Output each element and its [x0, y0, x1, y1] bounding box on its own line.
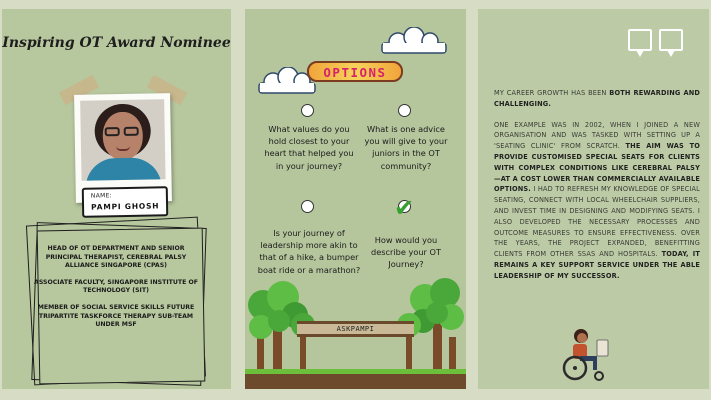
speech-bubble-icon: [628, 29, 652, 51]
role-item: HEAD OF OT DEPARTMENT AND SENIOR PRINCIPAL THERAPIST, CEREBRAL PALSY ALLIANCE SINGAPORE (CPAS): [45, 245, 187, 270]
tree-icon: [289, 309, 317, 375]
roles-list: [32, 245, 200, 338]
options-banner: [307, 61, 403, 82]
story-text-bold: TODAY, IT REMAINS A KEY SUPPORT SERVICE UNDER THE ABLE LEADERSHIP OF MY SUCCESSOR.: [494, 250, 700, 280]
option-radio-3[interactable]: [301, 200, 314, 213]
name-tag: [82, 186, 169, 217]
cloud-icon: [378, 27, 450, 57]
askpampi-sign: [297, 321, 414, 337]
award-title: Inspiring OT Award Nominee: [2, 35, 231, 51]
profile-panel: [2, 9, 231, 389]
checkmark-icon: ✔: [394, 194, 415, 222]
role-item: ASSOCIATE FACULTY, SINGAPORE INSTITUTE OF TECHNOLOGY (SIT): [34, 278, 198, 295]
nominee-name: PAMPI GHOSH: [91, 201, 160, 212]
sign-text: ASKPAMPI: [336, 325, 375, 333]
role-item: MEMBER OF SOCIAL SERVICE SKILLS FUTURE TRIPARTITE TASKFORCE THERAPY SUB-TEAM UNDER MSF: [37, 303, 195, 329]
story-text-bold: BOTH REWARDING AND CHALLENGING.: [494, 89, 700, 108]
ground: [245, 369, 466, 389]
story-paragraph-1: [494, 88, 700, 110]
options-panel: [245, 9, 466, 389]
story-text-run: ONE EXAMPLE WAS IN 2002, WHEN I JOINED A NEW ORGANISATION AND WAS TASKED WITH SETTING UP A 'SEATING CLINIC' FROM SCRATCH.: [494, 120, 700, 151]
tree-icon: [395, 309, 423, 375]
option-text-1[interactable]: What values do you hold closest to your heart that helped you in your journey?: [264, 124, 354, 171]
story-text-run: I HAD TO REFRESH MY KNOWLEDGE OF SPECIAL SEATING, CONNECT WITH LOCAL WHEELCHAIR SUPPLIERS, AND INVEST TIME IN DESIGNING AND MODIFYING SEATS. I ALSO DEVELOPED THE NECESSARY PROCESSES AND OUTCOME MEASURES TO ENSURE EFFECTIVENESS. OVER THE YEARS, THE PROJECT EXPANDED, BENEFITTING CLIENTS FROM OTHER SSAS AND HOSPITALS.: [494, 185, 700, 259]
profile-photo: [80, 99, 165, 180]
option-radio-1[interactable]: [301, 104, 314, 117]
name-label: NAME:: [90, 192, 113, 200]
story-panel: [478, 9, 709, 389]
story-text-run: MY CAREER GROWTH HAS BEEN: [494, 89, 610, 97]
options-title: OPTIONS: [323, 65, 387, 80]
option-text-4[interactable]: How would you describe your OT Journey?: [371, 235, 441, 270]
story-paragraph-2: [494, 120, 700, 282]
story-text-bold: THE AIM WAS TO PROVIDE CUSTOMISED SPECIAL SEATS FOR CLIENTS WITH COMPLEX CONDITIONS LIKE CEREBRAL PALSY —AT A COST LOWER THAN COMMERCIALLY AVAILABLE OPTIONS.: [494, 142, 701, 194]
story-text: [494, 88, 700, 292]
option-text-2[interactable]: What is one advice you will give to your juniors in the OT community?: [364, 124, 448, 171]
option-radio-2[interactable]: [398, 104, 411, 117]
wheelchair-user-icon: [557, 326, 611, 382]
option-text-3[interactable]: Is your journey of leadership more akin to that of a hike, a bumper boat ride or a marathon?: [257, 228, 361, 275]
speech-bubble-icon: [659, 29, 683, 51]
